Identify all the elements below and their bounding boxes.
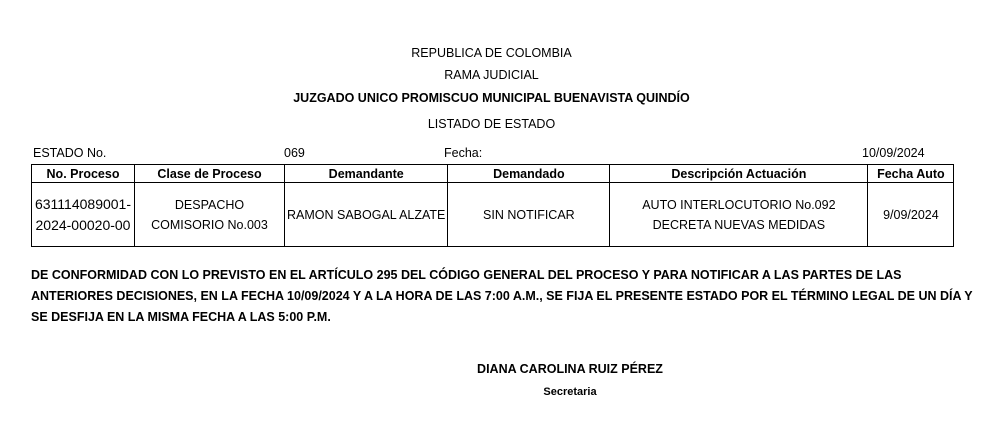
- header-court: JUZGADO UNICO PROMISCUO MUNICIPAL BUENAVISTA QUINDÍO: [293, 91, 690, 105]
- table-header-row: [32, 165, 954, 183]
- cell-clase: DESPACHO COMISORIO No.003: [135, 183, 285, 247]
- col-header-fecha-auto: Fecha Auto: [868, 165, 954, 183]
- header-branch: RAMA JUDICIAL: [444, 68, 539, 82]
- cell-demandante: RAMON SABOGAL ALZATE: [285, 183, 448, 247]
- notice-text: DE CONFORMIDAD CON LO PREVISTO EN EL ARTÍCULO 295 DEL CÓDIGO GENERAL DEL PROCESO Y PARA NOTIFICAR A LAS PARTES DE LAS ANTERIORES DECISIONES, EN LA FECHA 10/09/2024 Y A LA HORA DE LAS 7:00 A.M., SE FIJA EL PRESENTE ESTADO POR EL TÉRMINO LEGAL DE UN DÍA Y SE DESFIJA EN LA MISMA FECHA A LAS 5:00 P.M.: [31, 268, 973, 324]
- list-title: LISTADO DE ESTADO: [427, 117, 556, 131]
- cell-demandado: SIN NOTIFICAR: [448, 183, 610, 247]
- cell-no-proceso: 631114089001-2024-00020-00: [32, 183, 135, 247]
- estado-table: [31, 164, 954, 247]
- col-header-descripcion: Descripción Actuación: [610, 165, 868, 183]
- signature-name: DIANA CAROLINA RUIZ PÉREZ: [477, 362, 663, 376]
- col-header-no-proceso: No. Proceso: [32, 165, 135, 183]
- fecha-label: Fecha:: [444, 146, 483, 160]
- cell-fecha-auto: 9/09/2024: [868, 183, 954, 247]
- col-header-demandante: Demandante: [285, 165, 448, 183]
- fecha-value: 10/09/2024: [862, 146, 925, 160]
- col-header-demandado: Demandado: [448, 165, 610, 183]
- header-republic: REPUBLICA DE COLOMBIA: [411, 46, 572, 60]
- estado-number: 069: [284, 146, 305, 160]
- cell-descripcion: AUTO INTERLOCUTORIO No.092 DECRETA NUEVAS MEDIDAS: [610, 183, 868, 247]
- estado-label: ESTADO No.: [33, 146, 107, 160]
- col-header-clase: Clase de Proceso: [135, 165, 285, 183]
- signature-role: Secretaria: [543, 386, 597, 398]
- table-row: [32, 183, 954, 247]
